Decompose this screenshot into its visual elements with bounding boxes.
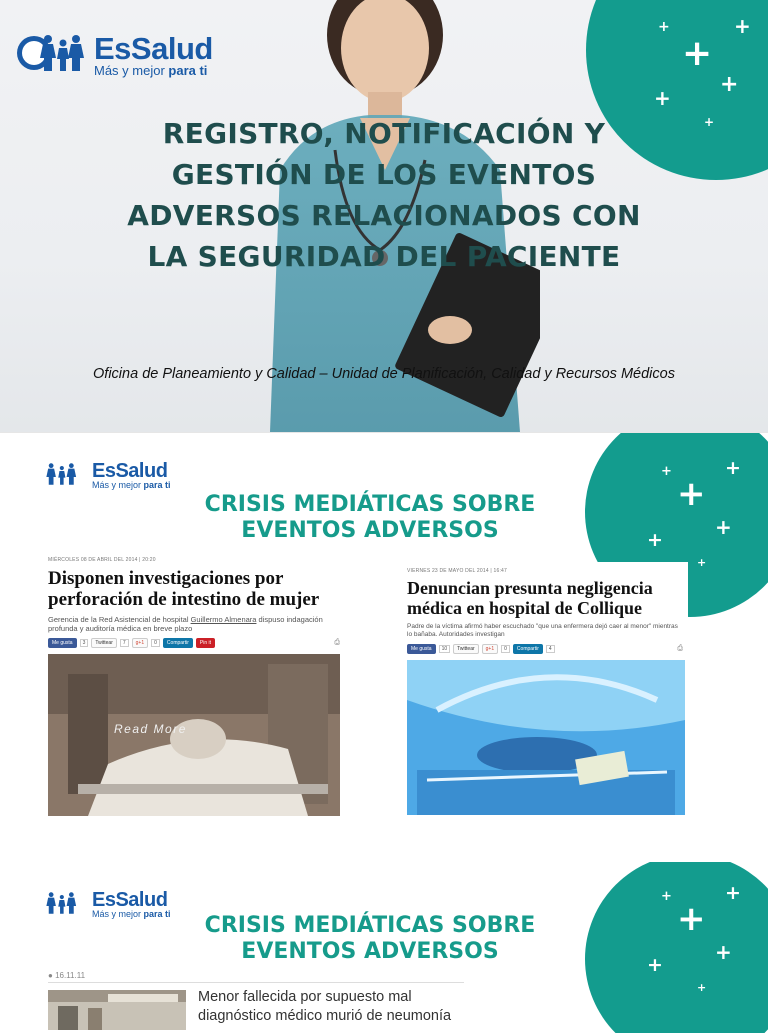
brand-name: EsSalud (92, 460, 168, 482)
hospital-bed-image (48, 654, 340, 816)
section-title (180, 913, 560, 965)
tagline-bold: para ti (143, 480, 171, 490)
share-bar (48, 638, 340, 648)
family-logo-icon (44, 890, 88, 916)
linkedin-share-button[interactable]: Compartir (163, 638, 193, 648)
news-date-text: 16.11.11 (55, 971, 86, 980)
news-photo[interactable] (48, 654, 340, 816)
plus-icon: + (658, 19, 670, 35)
news-headline[interactable]: Denuncian presunta negligencia médica en hospital de Collique (407, 578, 653, 618)
lede-text: dispuso indagación profunda y auditoría médica en breve plazo (48, 615, 323, 633)
plus-icon: + (697, 556, 707, 569)
family-logo-icon (44, 461, 88, 487)
plus-icon: + (647, 954, 663, 976)
like-count: 3 (80, 639, 89, 647)
plus-icon: + (725, 457, 741, 479)
like-count: 10 (439, 645, 451, 653)
incubator-image (407, 660, 685, 815)
plus-icon: + (725, 882, 741, 904)
section-title-line: EVENTOS ADVERSOS (241, 518, 499, 543)
plus-icon: + (677, 474, 706, 514)
news-date: MIÉRCOLES 08 DE ABRIL DEL 2014 | 20:20 (48, 557, 156, 563)
gplus-button[interactable]: g+1 (132, 638, 148, 648)
news-card-left[interactable] (48, 557, 340, 816)
decor-circle (585, 854, 768, 1033)
news-headline[interactable]: Menor fallecida por supuesto mal diagnóstico médico murió de neumonía (198, 989, 452, 1024)
news-date: VIERNES 23 DE MAYO DEL 2014 | 16:47 (407, 568, 508, 574)
plus-icon: + (661, 464, 672, 479)
tagline-bold: para ti (168, 63, 208, 78)
read-more-overlay[interactable]: Read More (114, 722, 187, 736)
plus-icon: + (654, 86, 671, 110)
plus-icon: + (682, 33, 713, 74)
news-card-right[interactable] (402, 562, 688, 815)
gplus-count: 0 (501, 645, 510, 653)
lede-link[interactable]: Guillermo Almenara (190, 615, 257, 624)
plus-icon: + (715, 515, 732, 539)
facebook-like-button[interactable]: Me gusta (48, 638, 77, 648)
title-slide (0, 0, 768, 432)
street-image (48, 990, 186, 1030)
pinterest-button[interactable]: Pin it (196, 638, 215, 648)
gplus-count: 0 (151, 639, 160, 647)
plus-icon: + (677, 899, 706, 939)
news-photo[interactable] (48, 990, 186, 1030)
brand-tagline (92, 910, 171, 920)
tweet-button[interactable]: Twittear (91, 638, 117, 648)
brand-tagline (92, 481, 171, 491)
facebook-like-button[interactable]: Me gusta (407, 644, 436, 654)
print-icon[interactable]: ⎙ (334, 639, 340, 646)
section-title-line: CRISIS MEDIÁTICAS SOBRE (204, 913, 536, 938)
divider (48, 982, 464, 983)
plus-icon: + (661, 889, 672, 904)
plus-icon: + (715, 940, 732, 964)
news-lede: Padre de la víctima afirmó haber escuchado "que una enfermera dejó caer al menor" mientras lo bañaba. Autoridades investigan (407, 623, 678, 638)
media-crisis-slide (0, 432, 768, 854)
essalud-logo (44, 461, 171, 491)
slide-subtitle: Oficina de Planeamiento y Calidad – Unidad de Planificación, Calidad y Recursos Médicos (93, 366, 675, 382)
gplus-button[interactable]: g+1 (482, 644, 498, 654)
section-title-line: EVENTOS ADVERSOS (241, 939, 499, 964)
brand-name: EsSalud (92, 889, 168, 911)
news-headline[interactable]: Disponen investigaciones por perforación de intestino de mujer (48, 568, 320, 610)
news-lede (48, 615, 340, 633)
plus-icon: + (704, 115, 715, 129)
lede-text: Gerencia de la Red Asistencial de hospital (48, 615, 191, 624)
plus-icon: + (647, 529, 663, 551)
section-title-line: CRISIS MEDIÁTICAS SOBRE (204, 492, 536, 517)
share-count: 4 (546, 645, 555, 653)
brand-name: EsSalud (94, 31, 213, 66)
tweet-count: 7 (120, 639, 129, 647)
print-icon[interactable]: ⎙ (677, 645, 683, 652)
tagline-text: Más y mejor (92, 909, 144, 919)
section-title (180, 492, 560, 544)
linkedin-share-button[interactable]: Compartir (513, 644, 543, 654)
essalud-logo (44, 890, 171, 920)
news-photo[interactable] (407, 660, 685, 815)
family-logo-icon (16, 33, 90, 73)
plus-icon: + (697, 981, 707, 994)
brand-tagline (94, 64, 213, 78)
share-bar (407, 644, 683, 654)
essalud-logo (16, 33, 213, 78)
tagline-bold: para ti (143, 909, 171, 919)
tagline-text: Más y mejor (92, 480, 144, 490)
plus-icon: + (720, 72, 739, 97)
tweet-button[interactable]: Twittear (453, 644, 479, 654)
tagline-text: Más y mejor (94, 63, 169, 78)
plus-icon: + (734, 14, 751, 38)
news-date: ● 16.11.11 (48, 971, 86, 980)
slide-title: REGISTRO, NOTIFICACIÓN Y GESTIÓN DE LOS EVENTOS ADVERSOS RELACIONADOS CON LA SEGURIDAD DEL PACIENTE (127, 117, 641, 273)
